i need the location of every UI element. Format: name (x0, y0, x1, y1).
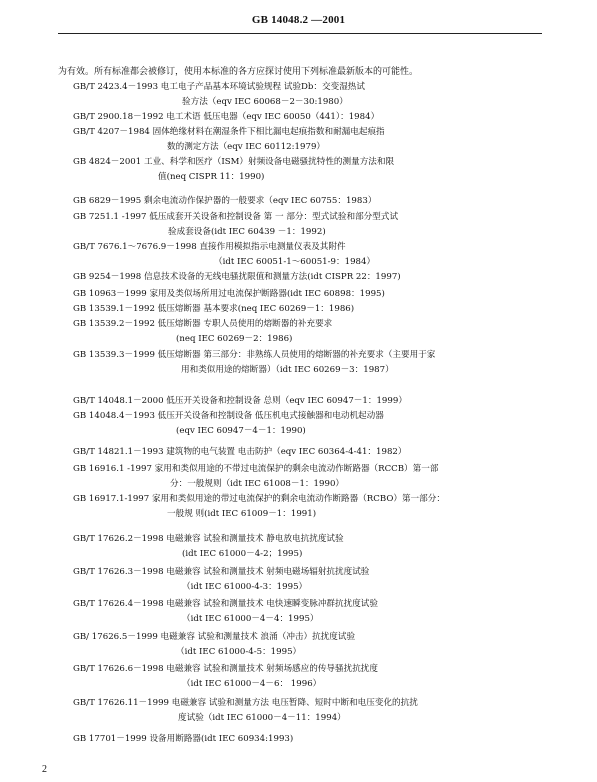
reference-entry (73, 445, 406, 460)
reference-entry (73, 270, 401, 285)
reference-line1: GB 14048.4－1993 低压开关设备和控制设备 低压机电式接触器和电动机起动器 (73, 411, 384, 421)
reference-line2: 一般规 则(idt IEC 61009－1：1991) (167, 509, 317, 519)
reference-line1: GB/T 2900.18－1992 电工术语 低压电器（eqv IEC 60050（441）：1984） (73, 112, 380, 122)
reference-line1: GB 13539.2－1992 低压熔断器 专职人员使用的熔断器的补充要求 (73, 319, 333, 329)
reference-entry (73, 462, 438, 492)
reference-line1: GB 13539.1－1992 低压熔断器 基本要求(neq IEC 60269－1：1986) (73, 304, 355, 314)
reference-line2: 度试验（idt IEC 61000－4－11：1994） (178, 713, 346, 723)
reference-entry (73, 492, 445, 522)
reference-line2: (idt IEC 61000－4-2；1995) (182, 549, 303, 559)
reference-line1: GB 6829－1995 剩余电流动作保护器的一般要求（eqv IEC 60755：1983） (73, 196, 377, 206)
reference-line2: 数的测定方法（eqv IEC 60112:1979） (167, 142, 326, 152)
page-header-title: GB 14048.2 —2001 (251, 14, 346, 26)
reference-line2: (neq IEC 60269－2：1986) (176, 334, 293, 344)
reference-entry (73, 287, 385, 302)
reference-line1: GB/T 4207－1984 固体绝缘材料在潮湿条件下相比漏电起痕指数和耐漏电起痕指 (73, 127, 385, 137)
reference-line1: GB/T 7676.1～7676.9－1998 直接作用模拟指示电测量仪表及其附件 (73, 242, 346, 252)
reference-entry (73, 210, 398, 240)
reference-entry (73, 240, 375, 270)
header-rule (58, 33, 542, 34)
reference-entry (73, 565, 369, 595)
reference-line2: （idt IEC 60051-1～60051-9：1984） (214, 257, 376, 267)
reference-line2: 分：一般规则（idt IEC 61008－1：1990） (170, 479, 345, 489)
reference-line1: GB 7251.1 -1997 低压成套开关设备和控制设备 第 一 部分：型式试验和部分型式试 (73, 212, 399, 222)
reference-line1: GB 4824－2001 工业、科学和医疗（ISM）射频设备电磁骚扰特性的测量方法和限 (73, 157, 395, 167)
reference-entry (73, 194, 376, 209)
intro-paragraph: 为有效。所有标准都会被修订，使用本标准的各方应探讨使用下列标准最新版本的可能性。 (58, 67, 419, 77)
reference-line2: （idt IEC 61000－4－4：1995） (182, 614, 319, 624)
reference-line1: GB/T 17626.2－1998 电磁兼容 试验和测量技术 静电放电抗扰度试验 (73, 534, 344, 544)
reference-line1: GB 16916.1 -1997 家用和类似用途的不带过电流保护的剩余电流动作断路器（RCCB）第一部 (73, 464, 439, 474)
reference-line1: GB/ 17626.5－1999 电磁兼容 试验和测量技术 浪涌（冲击）抗扰度试验 (73, 632, 356, 642)
reference-entry (73, 597, 378, 627)
reference-line2: 验成套设备(idt IEC 60439 －1：1992) (168, 227, 326, 237)
reference-line1: GB/T 14821.1－1993 建筑物的电气装置 电击防护（eqv IEC 60364-4-41：1982） (73, 447, 407, 457)
reference-line1: GB 17701－1999 设备用断路器(idt IEC 60934:1993) (73, 734, 294, 744)
reference-entry (73, 110, 379, 125)
reference-line1: GB/T 17626.6－1998 电磁兼容 试验和测量技术 射频场感应的传导骚扰抗扰度 (73, 664, 378, 674)
reference-entry (73, 532, 344, 562)
reference-line1: GB 16917.1-1997 家用和类似用途的带过电流保护的剩余电流动作断路器（RCBO）第一部分： (73, 494, 445, 504)
reference-entry (73, 732, 293, 747)
reference-entry (73, 630, 355, 660)
reference-entry (73, 80, 365, 110)
reference-line2: （idt IEC 61000－4－6： 1996） (182, 679, 322, 689)
reference-line2: 用和类似用途的熔断器）（idt IEC 60269－3：1987） (181, 365, 394, 375)
reference-line1: GB/T 14048.1－2000 低压开关设备和控制设备 总则（eqv IEC 60947－1：1999） (73, 396, 407, 406)
reference-line1: GB 13539.3－1999 低压熔断器 第三部分：非熟练人员使用的熔断器的补充要求（主要用于家 (73, 350, 436, 360)
reference-line2: 值(neq CISPR 11：1990) (158, 172, 265, 182)
reference-entry (73, 125, 385, 155)
page-number: 2 (42, 764, 47, 775)
reference-line2: 验方法（eqv IEC 60068－2－30:1980） (182, 97, 348, 107)
reference-line1: GB/T 17626.11－1999 电磁兼容 试验和测量方法 电压暂降、短时中断和电压变化的抗扰 (73, 698, 418, 708)
reference-line2: (eqv IEC 60947－4－1：1990) (176, 426, 306, 436)
reference-entry (73, 409, 384, 439)
reference-line1: GB/T 17626.4－1998 电磁兼容 试验和测量技术 电快速瞬变脉冲群抗扰度试验 (73, 599, 378, 609)
reference-entry (73, 348, 435, 378)
reference-line1: GB/T 17626.3－1998 电磁兼容 试验和测量技术 射频电磁场辐射抗扰度试验 (73, 567, 370, 577)
reference-entry (73, 696, 418, 726)
reference-entry (73, 662, 378, 692)
reference-entry (73, 317, 332, 347)
reference-entry (73, 155, 394, 185)
reference-line2: （idt IEC 61000-4-3：1995） (182, 582, 308, 592)
reference-entry (73, 302, 354, 317)
reference-entry (73, 394, 407, 409)
reference-line1: GB 9254－1998 信息技术设备的无线电骚扰限值和测量方法(idt CISPR 22：1997) (73, 272, 401, 282)
reference-line1: GB 10963－1999 家用及类似场所用过电流保护断路器(idt IEC 60898：1995) (73, 289, 385, 299)
reference-line1: GB/T 2423.4－1993 电工电子产品基本环境试验规程 试验Db：交变湿热试 (73, 82, 365, 92)
reference-line2: （idt IEC 61000-4-5：1995） (176, 647, 302, 657)
